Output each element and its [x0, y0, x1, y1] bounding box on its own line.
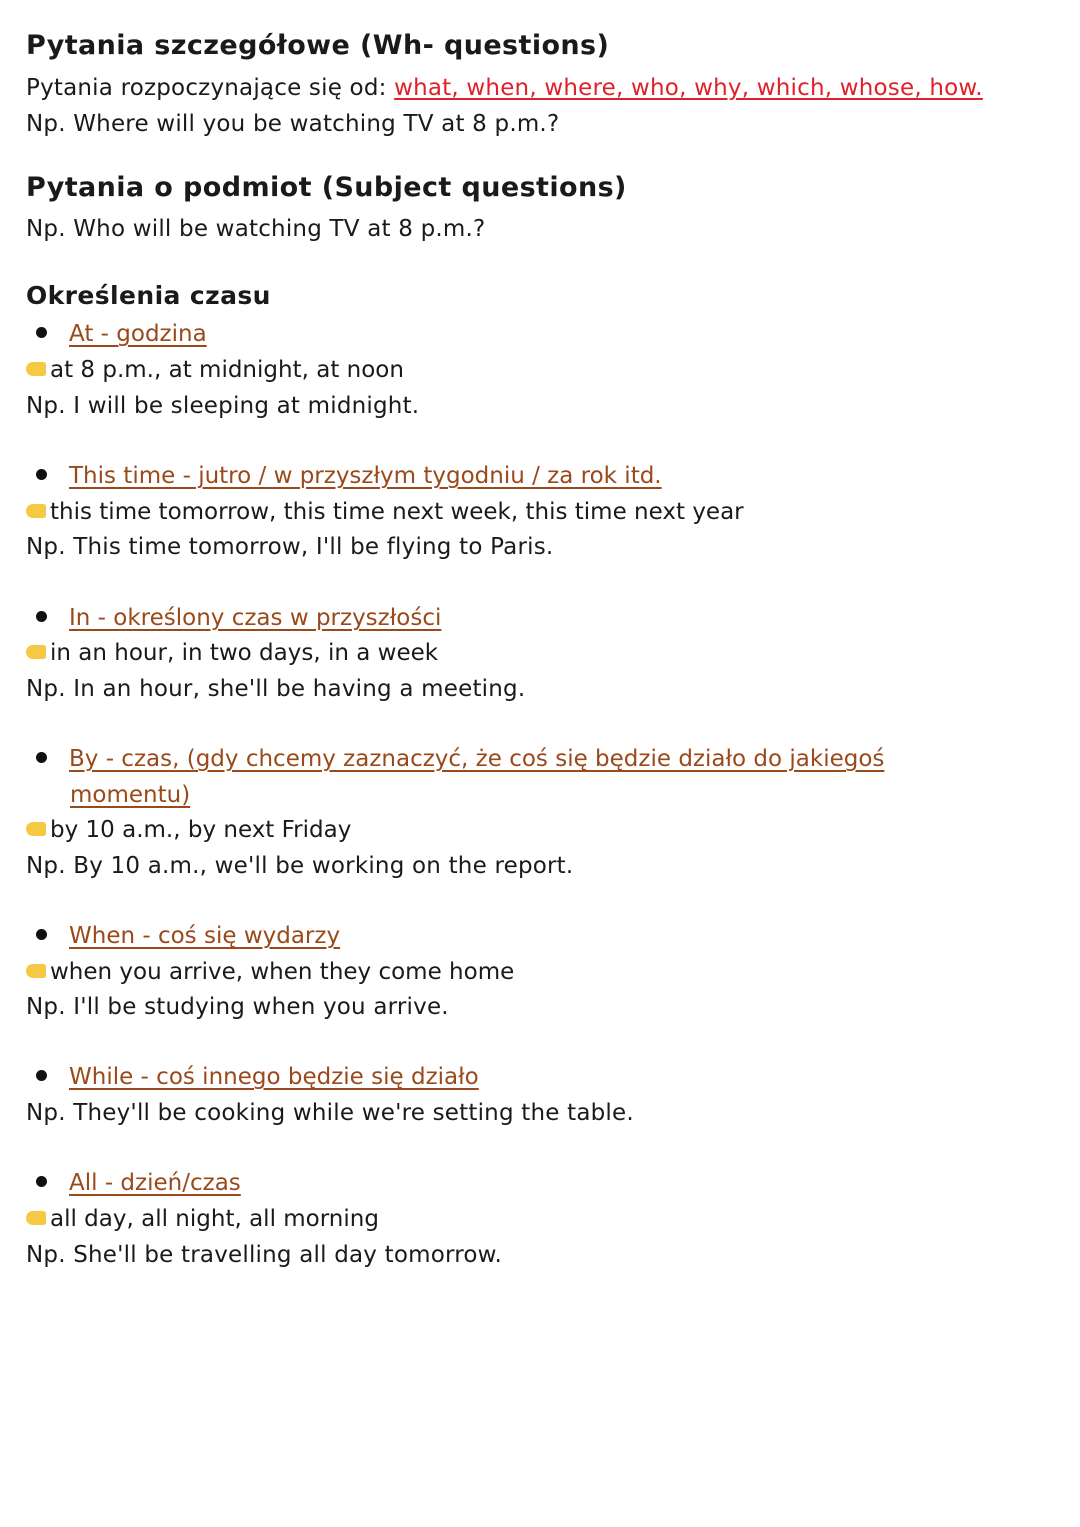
- intro-lead: Pytania rozpoczynające się od:: [26, 75, 395, 101]
- section-by-title-continued: [70, 779, 190, 811]
- section-all-title: [36, 1167, 241, 1199]
- section-title: By - czas, (gdy chcemy zaznaczyć, że coś się będzie działo do jakiegoś: [69, 746, 885, 772]
- section-all-example: Np. She'll be travelling all day tomorrow.: [26, 1242, 503, 1268]
- bullet-icon: [36, 752, 47, 763]
- section-title: This time - jutro / w przyszłym tygodniu / za rok itd.: [69, 463, 662, 489]
- section-in-example: Np. In an hour, she'll be having a meeting.: [26, 676, 526, 702]
- section-when-title: [36, 920, 340, 952]
- phrases-text: this time tomorrow, this time next week, this time next year: [50, 499, 744, 525]
- heading-subject-questions: Pytania o podmiot (Subject questions): [26, 172, 627, 203]
- bullet-icon: [36, 327, 47, 338]
- phrases-text: all day, all night, all morning: [50, 1206, 379, 1232]
- section-when-example: Np. I'll be studying when you arrive.: [26, 994, 449, 1020]
- example-subject-question: Np. Who will be watching TV at 8 p.m.?: [26, 216, 486, 242]
- pointing-hand-icon: [26, 1211, 46, 1225]
- section-at-example: Np. I will be sleeping at midnight.: [26, 393, 420, 419]
- question-words: what, when, where, who, why, which, whose, how.: [394, 75, 983, 101]
- section-while-title: [36, 1061, 479, 1093]
- heading-wh-questions: Pytania szczegółowe (Wh- questions): [26, 30, 610, 61]
- bullet-icon: [36, 1176, 47, 1187]
- heading-time-expressions: Określenia czasu: [26, 281, 271, 310]
- intro-line: [26, 72, 983, 104]
- section-at-title: [36, 318, 207, 350]
- pointing-hand-icon: [26, 362, 46, 376]
- pointing-hand-icon: [26, 504, 46, 518]
- section-by-example: Np. By 10 a.m., we'll be working on the report.: [26, 853, 574, 879]
- pointing-hand-icon: [26, 822, 46, 836]
- section-title: All - dzień/czas: [69, 1170, 241, 1196]
- section-title: At - godzina: [69, 321, 207, 347]
- section-title: In - określony czas w przyszłości: [69, 605, 442, 631]
- section-by-phrases: [26, 814, 351, 846]
- pointing-hand-icon: [26, 645, 46, 659]
- pointing-hand-icon: [26, 964, 46, 978]
- section-title: When - coś się wydarzy: [69, 923, 341, 949]
- section-title: While - coś innego będzie się działo: [69, 1064, 479, 1090]
- section-in-phrases: [26, 637, 438, 669]
- section-all-phrases: [26, 1203, 379, 1235]
- phrases-text: by 10 a.m., by next Friday: [50, 817, 352, 843]
- phrases-text: at 8 p.m., at midnight, at noon: [50, 357, 404, 383]
- section-in-title: [36, 602, 441, 634]
- bullet-icon: [36, 929, 47, 940]
- section-while-example: Np. They'll be cooking while we're setting the table.: [26, 1100, 634, 1126]
- bullet-icon: [36, 1070, 47, 1081]
- section-at-phrases: [26, 354, 404, 386]
- section-this-time-example: Np. This time tomorrow, I'll be flying to Paris.: [26, 534, 554, 560]
- example-wh-question: Np. Where will you be watching TV at 8 p.m.?: [26, 111, 560, 137]
- section-this-time-title: [36, 460, 662, 492]
- bullet-icon: [36, 469, 47, 480]
- section-this-time-phrases: [26, 496, 744, 528]
- section-by-title: [36, 743, 884, 775]
- section-title-cont: momentu): [70, 782, 191, 808]
- section-when-phrases: [26, 956, 514, 988]
- phrases-text: in an hour, in two days, in a week: [50, 640, 439, 666]
- bullet-icon: [36, 611, 47, 622]
- phrases-text: when you arrive, when they come home: [50, 959, 515, 985]
